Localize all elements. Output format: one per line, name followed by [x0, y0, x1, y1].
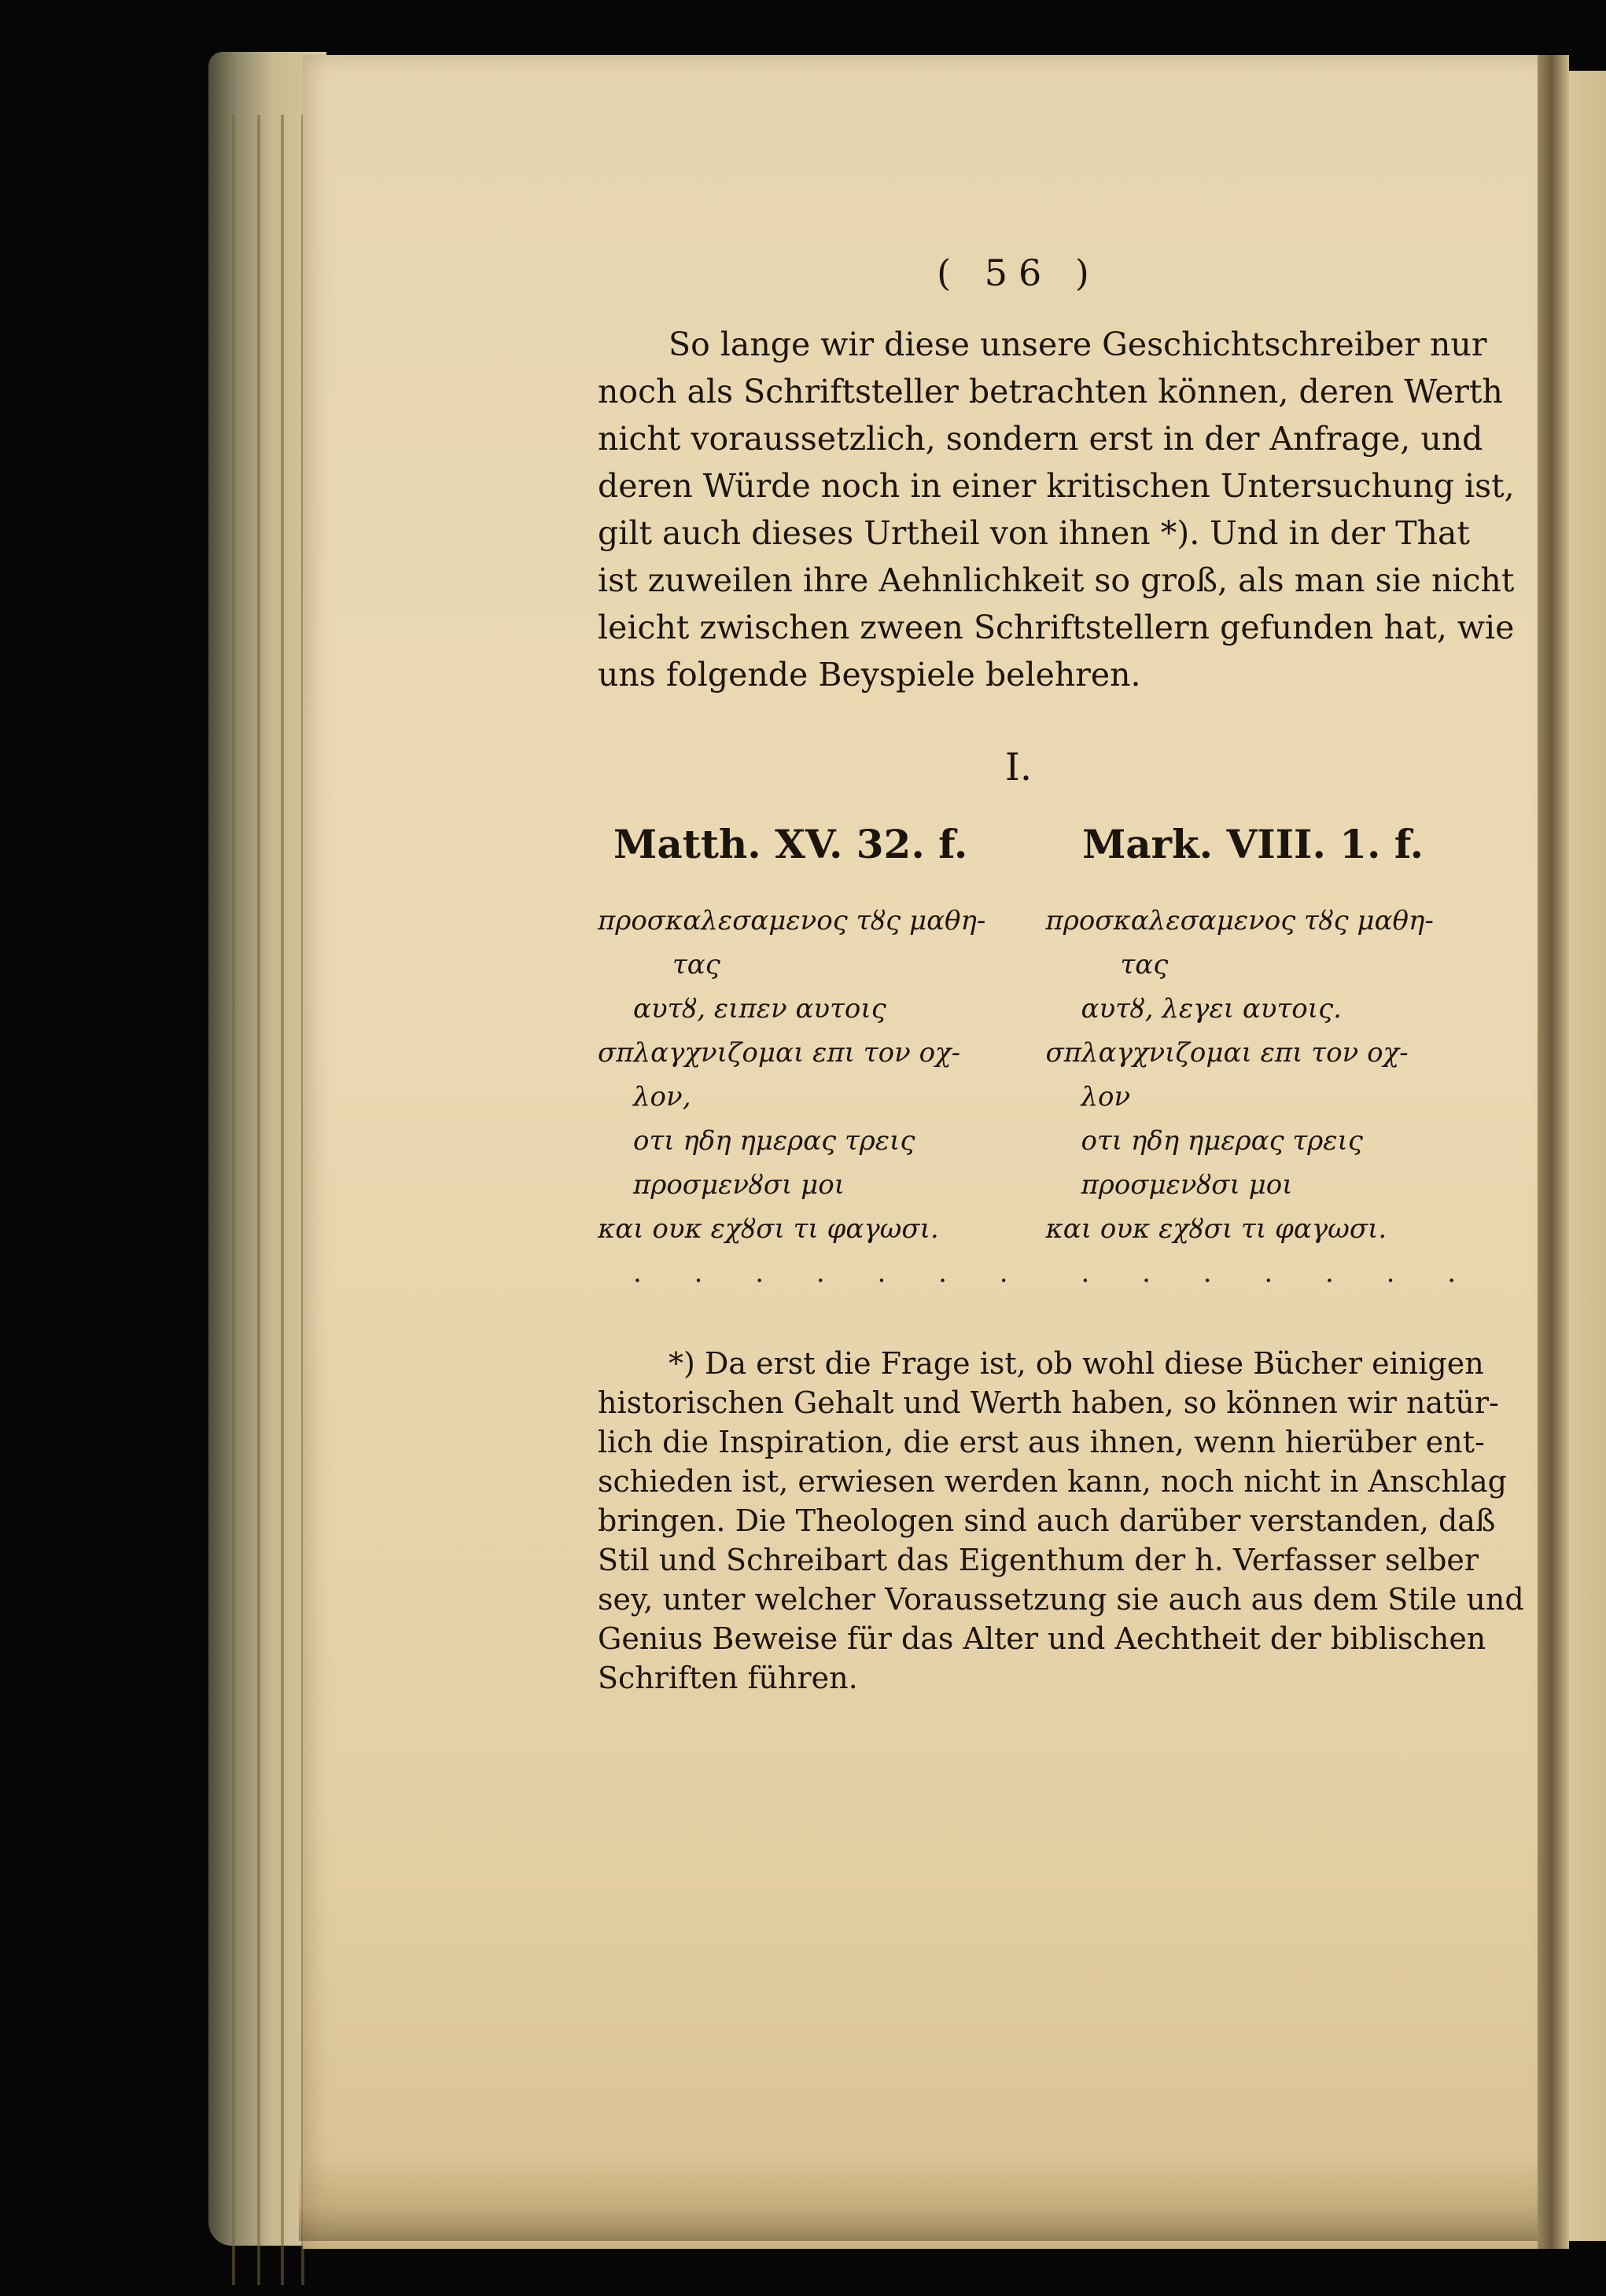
- page-edge-line: [281, 115, 284, 2285]
- left-greek-column: [598, 899, 1030, 1295]
- footnote-line: schieden ist, erwiesen werden kann, noch nicht in Anschlag: [598, 1464, 1507, 1499]
- greek-line: προσμενȣσι μοι: [633, 1169, 845, 1201]
- footnote-line: lich die Inspiration, die erst aus ihnen, wenn hierüber ent-: [598, 1425, 1485, 1459]
- facing-page-edge: [1569, 71, 1606, 2241]
- greek-line: τας: [1120, 949, 1169, 981]
- footnote-line: Genius Beweise für das Alter und Aechtheit der biblischen: [598, 1621, 1486, 1656]
- paragraph-line: uns folgende Beyspiele belehren.: [598, 656, 1141, 694]
- left-column-heading: Matth. XV. 32. f.: [613, 821, 968, 867]
- paragraph-line: gilt auch dieses Urtheil von ihnen *). Und in der That: [598, 514, 1470, 552]
- greek-line: λον: [1081, 1081, 1131, 1113]
- main-paragraph: [598, 321, 1515, 698]
- greek-line: σπλαγχνιζομαι επι τον οχ-: [1045, 1037, 1409, 1069]
- page-edge-line: [257, 115, 260, 2285]
- greek-line: και ουκ εχȣσι τι φαγωσι.: [1045, 1213, 1387, 1245]
- paragraph-line: noch als Schriftsteller betrachten können, deren Werth: [598, 373, 1503, 410]
- paragraph-line: ist zuweilen ihre Aehnlichkeit so groß, als man sie nicht: [598, 561, 1515, 599]
- paragraph-line: deren Würde noch in einer kritischen Untersuchung ist,: [598, 467, 1515, 505]
- footnote-line: Schriften führen.: [598, 1661, 858, 1695]
- ellipsis-dots: . . . . . . .: [633, 1257, 1030, 1289]
- page-bottom-edge: [299, 2154, 1549, 2241]
- page-content: [598, 252, 1524, 1698]
- footnote-line: sey, unter welcher Voraussetzung sie auch aus dem Stile und: [598, 1582, 1524, 1617]
- greek-line: οτι ηδη ημερας τρεις: [633, 1125, 915, 1157]
- paragraph-line: So lange wir diese unsere Geschichtschreiber nur: [669, 326, 1487, 363]
- greek-line: αυτȣ, λεγει αυτοις.: [1081, 993, 1342, 1025]
- book-gutter: [1538, 55, 1569, 2249]
- footnote-line: bringen. Die Theologen sind auch darüber verstanden, daß: [598, 1503, 1496, 1538]
- paragraph-line: nicht voraussetzlich, sondern erst in der Anfrage, und: [598, 420, 1483, 458]
- footnote-line: *) Da erst die Frage ist, ob wohl diese Bücher einigen: [669, 1346, 1484, 1381]
- section-number: I.: [1004, 745, 1033, 789]
- right-greek-column: [1046, 899, 1479, 1295]
- greek-line: και ουκ εχȣσι τι φαγωσι.: [598, 1213, 939, 1245]
- greek-line: σπλαγχνιζομαι επι τον οχ-: [598, 1037, 961, 1069]
- greek-line: τας: [672, 949, 720, 981]
- footnote-line: historischen Gehalt und Werth haben, so können wir natür-: [598, 1385, 1499, 1420]
- ellipsis-dots: . . . . . . .: [1081, 1257, 1478, 1289]
- greek-line: προσκαλεσαμενος τȣς μαθη-: [598, 905, 986, 936]
- greek-line: προσμενȣσι μοι: [1081, 1169, 1293, 1201]
- greek-line: λον,: [633, 1081, 691, 1113]
- greek-line: προσκαλεσαμενος τȣς μαθη-: [1045, 905, 1434, 936]
- greek-line: αυτȣ, ειπεν αυτοις: [633, 993, 886, 1025]
- page-number: ( 56 ): [937, 252, 1100, 294]
- paragraph-line: leicht zwischen zween Schriftstellern gefunden hat, wie: [598, 609, 1515, 646]
- right-column-heading: Mark. VIII. 1. f.: [1081, 821, 1424, 867]
- greek-line: οτι ηδη ημερας τρεις: [1081, 1125, 1363, 1157]
- page-edge-line: [232, 115, 235, 2285]
- column-headings: [613, 821, 1424, 867]
- footnote: [598, 1344, 1524, 1698]
- parallel-greek-text: [598, 899, 1478, 1295]
- footnote-line: Stil und Schreibart das Eigenthum der h. Verfasser selber: [598, 1543, 1479, 1577]
